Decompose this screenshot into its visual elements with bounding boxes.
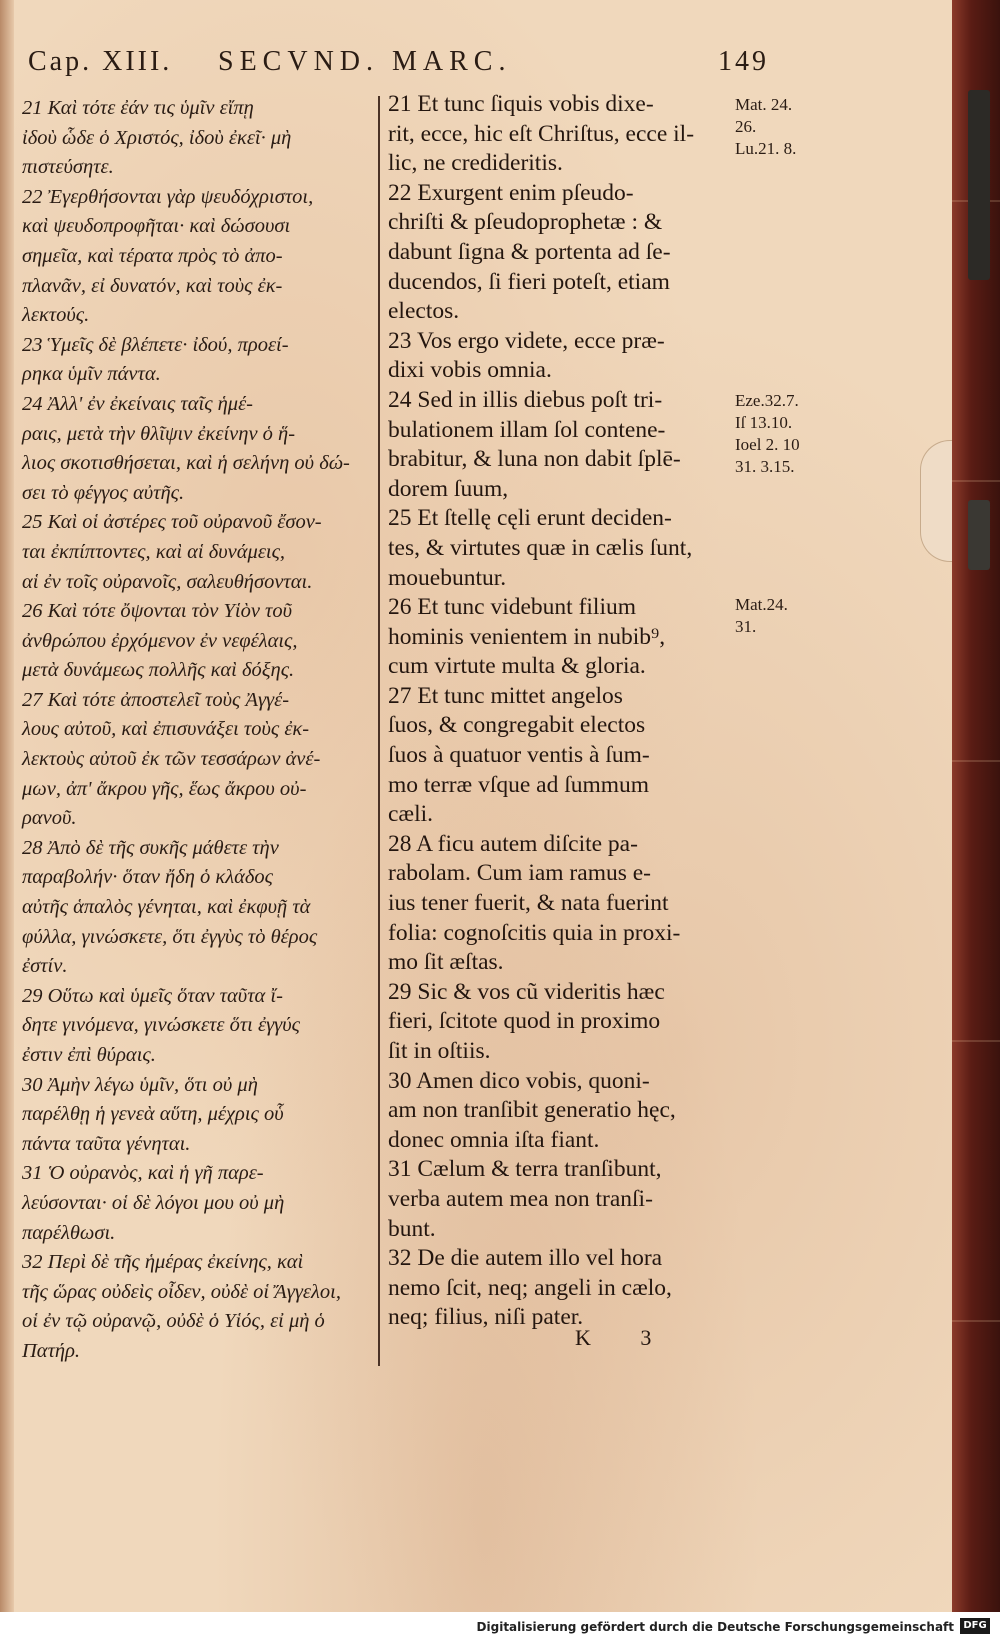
greek-verse-26: 26 Καὶ τότε ὄψονται τὸν Υἱὸν τοῦ ἀνθρώπου ἐρχόμενον ἐν νεφέλαις, μετὰ δυνάμεως πολλῆς καὶ δόξης. [22,600,298,682]
margin-note-mat-24-31: Mat.24. 31. [735,595,788,636]
latin-text-column [388,90,738,1333]
footer-credit: Digitalisierung gefördert durch die Deutsche Forschungsgemeinschaft [476,1620,954,1634]
latin-verse-24: 24 Sed in illis diebus poſt tri- bulationem illam ſol contene- brabitur, & luna non dabit ſplē- dorem ſuum, [388,386,681,502]
chapter-heading: Cap. XIII. [28,46,173,77]
page-number: 149 [718,46,769,77]
greek-verse-31: 31 Ὁ οὐρανὸς, καὶ ἡ γῆ παρε- λεύσονται· οἱ δὲ λόγοι μου οὐ μὴ παρέλθωσι. [22,1162,285,1244]
latin-verse-27: 27 Et tunc mittet angelos ſuos, & congregabit electos ſuos à quatuor ventis à ſum- mo terræ vſque ad ſummum cæli. [388,682,650,828]
column-divider [378,96,380,1366]
signature-mark: K 3 [575,1325,674,1350]
latin-verse-26: 26 Et tunc videbunt filium hominis venientem in nubib⁹, cum virtute multa & gloria. [388,594,666,680]
margin-note-eze-32-7: Eze.32.7. Iſ 13.10. Ioel 2. 10 31. 3.15. [735,391,800,476]
greek-verse-30: 30 Ἀμὴν λέγω ὑμῖν, ὅτι οὐ μὴ παρέλθῃ ἡ γενεὰ αὕτη, μέχρις οὗ πάντα ταῦτα γένηται. [22,1073,284,1155]
latin-verse-25: 25 Et ſtellę cęli erunt deciden- tes, & virtutes quæ in cælis ſunt, mouebuntur. [388,505,693,591]
greek-verse-23: 23 Ὑμεῖς δὲ βλέπετε· ἰδού, προεί- ρηκα ὑμῖν πάντα. [22,333,289,386]
clasp-bottom [968,500,990,570]
dfg-logo: DFG [960,1618,990,1634]
greek-text-column [22,94,374,1367]
latin-verse-31: 31 Cælum & terra tranſibunt, verba autem mea non tranſi- bunt. [388,1156,662,1242]
latin-verse-30: 30 Amen dico vobis, quoni- am non tranſibit generatio hęc, donec omnia iſta fiant. [388,1067,676,1153]
greek-verse-32: 32 Περὶ δὲ τῆς ἡμέρας ἐκείνης, καὶ τῆς ὥρας οὐδεὶς οἶδεν, οὐδὲ οἱ Ἄγγελοι, οἱ ἐν τῷ οὐρανῷ, οὐδὲ ὁ Υἱός, εἰ μὴ ὁ Πατήρ. [22,1251,341,1362]
greek-verse-22: 22 Ἐγερθήσονται γὰρ ψευδόχριστοι, καὶ ψευδοπροφῆται· καὶ δώσουσι σημεῖα, καὶ τέρατα πρὸς τὸ ἀπο- πλανᾶν, εἰ δυνατόν, καὶ τοὺς ἐκ- λεκτούς. [22,185,314,327]
binding-gutter [0,0,14,1612]
clasp-top [968,90,990,280]
book-title: SECVND. MARC. [218,46,512,77]
latin-verse-21: 21 Et tunc ſiquis vobis dixe- rit, ecce, hic eſt Chriſtus, ecce il- lic, ne credideritis. [388,91,695,177]
latin-verse-22: 22 Exurgent enim pſeudo- chriſti & pſeudoprophetæ : & dabunt ſigna & portenta ad ſe- ducendos, ſi fieri poteſt, etiam electos. [388,179,671,325]
greek-verse-28: 28 Ἀπὸ δὲ τῆς συκῆς μάθετε τὴν παραβολήν· ὅταν ἤδη ὁ κλάδος αὐτῆς ἁπαλὸς γένηται, καὶ ἐκφυῇ τὰ φύλλα, γινώσκετε, ὅτι ἐγγὺς τὸ θέρος ἐστίν. [22,836,318,978]
greek-verse-29: 29 Οὕτω καὶ ὑμεῖς ὅταν ταῦτα ἴ- δητε γινόμενα, γινώσκετε ὅτι ἐγγύς ἐστιν ἐπὶ θύραις. [22,984,300,1066]
greek-verse-25: 25 Καὶ οἱ ἀστέρες τοῦ οὐρανοῦ ἔσον- ται ἐκπίπτοντες, καὶ αἱ δυνάμεις, αἱ ἐν τοῖς οὐρανοῖς, σαλευθήσονται. [22,511,322,593]
footer-bar [0,1612,1000,1642]
greek-verse-21: 21 Καὶ τότε ἐάν τις ὑμῖν εἴπῃ ἰδοὺ ὧδε ὁ Χριστός, ἰδοὺ ἐκεῖ· μὴ πιστεύσητε. [22,97,292,179]
greek-verse-27: 27 Καὶ τότε ἀποστελεῖ τοὺς Ἀγγέ- λους αὐτοῦ, καὶ ἐπισυνάξει τοὺς ἐκ- λεκτοὺς αὐτοῦ ἐκ τῶν τεσσάρων ἀνέ- μων, ἀπ' ἄκρου γῆς, ἕως ἄκρου οὐ- ρανοῦ. [22,688,321,830]
running-head [28,46,768,86]
greek-verse-24: 24 Ἀλλ' ἐν ἐκείναις ταῖς ἡμέ- ραις, μετὰ τὴν θλῖψιν ἐκείνην ὁ ἥ- λιος σκοτισθήσεται, καὶ ἡ σελήνη οὐ δώ- σει τὸ φέγγος αὐτῆς. [22,392,350,504]
latin-verse-29: 29 Sic & vos cũ videritis hæc fieri, ſcitote quod in proximo ſit in oſtiis. [388,978,665,1064]
margin-note-mat-24-26: Mat. 24. 26. Lu.21. 8. [735,95,797,158]
latin-verse-28: 28 A ficu autem diſcite pa- rabolam. Cum iam ramus e- ius tener fuerit, & nata fuerint folia: cognoſcitis quia in proxi- mo ſit æſtas. [388,830,681,976]
latin-verse-23: 23 Vos ergo videte, ecce præ- dixi vobis omnia. [388,327,665,384]
latin-verse-32: 32 De die autem illo vel hora nemo ſcit, neq; angeli in cælo, neq; filius, niſi pater. [388,1245,672,1331]
